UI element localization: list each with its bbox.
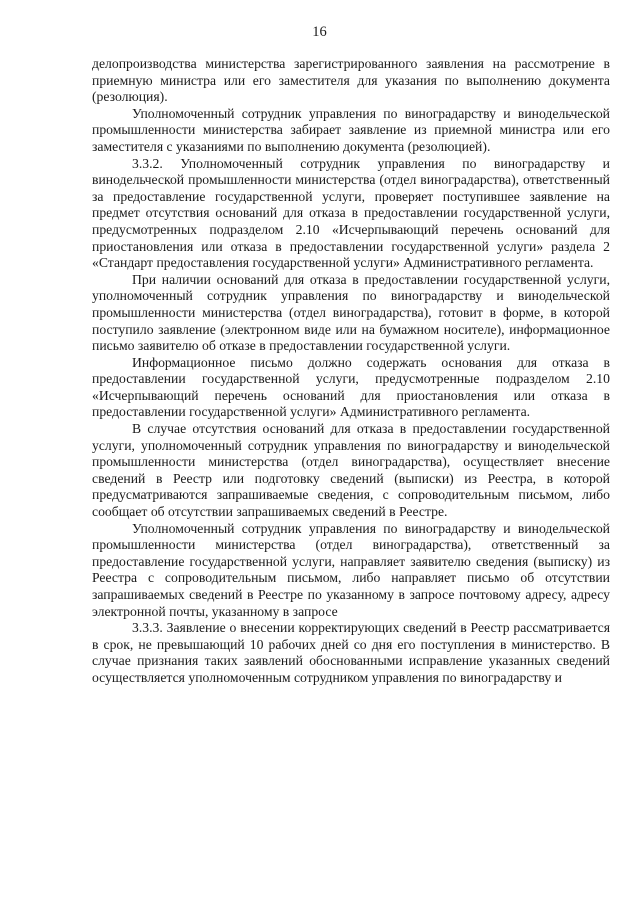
paragraph: 3.3.3. Заявление о внесении корректирующих сведений в Реестр рассматривается в срок, не превышающий 10 рабочих дней со дня его поступления в министерство. В случае признания таких заявлений обоснованными исправление указанных сведений осуществляется уполномоченным сотрудником управления по виноградарству и [92, 620, 610, 685]
document-body [92, 56, 610, 687]
paragraph: делопроизводства министерства зарегистрированного заявления на рассмотрение в приемную министра или его заместителя для указания по выполнению документа (резолюция). [92, 56, 610, 105]
paragraph: 3.3.2. Уполномоченный сотрудник управления по виноградарству и винодельческой промышленности министерства (отдел виноградарства), ответственный за предоставление государственной услуги, проверяет поступившее заявление на предмет отсутствия оснований для отказа в предоставлении государственной услуги, предусмотренных подразделом 2.10 «Исчерпывающий перечень оснований для приостановления или отказа в предоставлении государственной услуги» раздела 2 «Стандарт предоставления государственной услуги» Административного регламента. [92, 155, 610, 271]
paragraph: При наличии оснований для отказа в предоставлении государственной услуги, уполномоченный сотрудник управления по виноградарству и винодельческой промышленности министерства (отдел виноградарства), готовит в форме, в которой поступило заявление (электронном виде или на бумажном носителе), информационное письмо заявителю об отказе в предоставлении государственной услуги. [92, 271, 610, 354]
paragraph: Информационное письмо должно содержать основания для отказа в предоставлении государственной услуги, предусмотренные подразделом 2.10 «Исчерпывающий перечень оснований для приостановления или отказа в предоставлении государственной услуги» Административного регламента. [92, 354, 610, 420]
paragraph: В случае отсутствия оснований для отказа в предоставлении государственной услуги, уполномоченный сотрудник управления по виноградарству и винодельческой промышленности министерства (отдел виноградарства), осуществляет внесение сведений в Реестр или подготовку сведений (выписки) из Реестра, в которой предусматриваются запрашиваемые сведения, с сопроводительным письмом, либо сообщает об отсутствии запрашиваемых сведений в Реестре. [92, 421, 610, 520]
paragraph: Уполномоченный сотрудник управления по виноградарству и винодельческой промышленности министерства (отдел виноградарства), ответственный за предоставление государственной услуги, направляет заявителю сведения (выписку) из Реестра с сопроводительным письмом, либо направляет письмо об отсутствии запрашиваемых сведений в Реестре по указанному в запросе почтовому адресу, адресу электронной почты, указанному в запросе [92, 520, 610, 619]
paragraph: Уполномоченный сотрудник управления по виноградарству и винодельческой промышленности министерства забирает заявление из приемной министра или его заместителя с указаниями по выполнению документа (резолюцией). [92, 105, 610, 154]
page-number: 16 [312, 24, 327, 40]
